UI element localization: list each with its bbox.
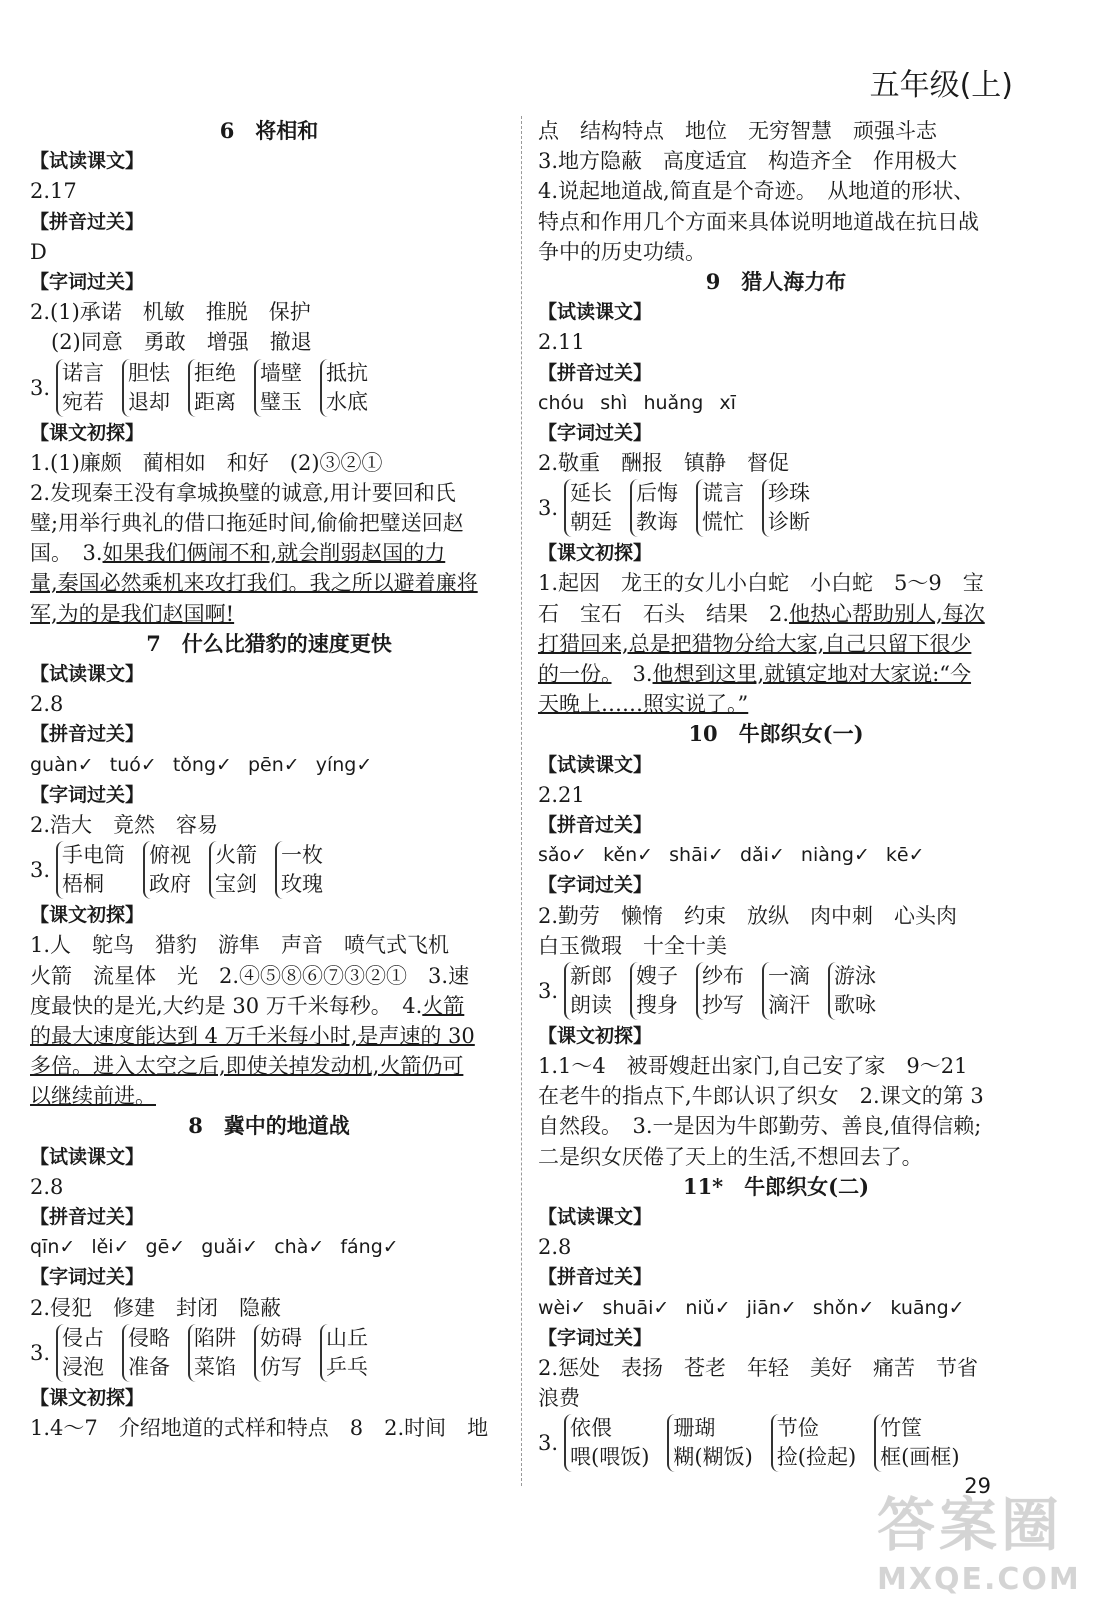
- word: 梧桐: [62, 872, 104, 897]
- word: 妨碍: [260, 1325, 302, 1350]
- word-pair: [564, 962, 612, 1020]
- column-divider: [521, 116, 522, 1486]
- answer-line: [30, 538, 508, 568]
- word: 教诲: [636, 510, 678, 535]
- lesson-title: 7 什么比猎豹的速度更快: [146, 630, 392, 656]
- section-heading: 【课文初探】: [30, 904, 145, 927]
- word: 一枚: [281, 843, 323, 868]
- word: 抄写: [702, 992, 744, 1017]
- answer-line: 2.侵犯 修建 封闭 隐蔽: [30, 1295, 282, 1320]
- word-pair: [630, 962, 678, 1020]
- word: 侵略: [128, 1325, 170, 1350]
- underlined-answer: 天晚上……照实说了。”: [538, 692, 749, 717]
- word: 依偎: [570, 1416, 612, 1441]
- pinyin-line: qīn✓ lěi✓ gē✓ guǎi✓ chà✓ fáng✓: [30, 1236, 399, 1259]
- word: 手电筒: [62, 843, 125, 868]
- group-number: 3.: [538, 496, 559, 521]
- word: 抵抗: [326, 360, 368, 385]
- word: 游泳: [834, 963, 876, 988]
- section-heading: 【拼音过关】: [30, 1206, 145, 1228]
- underlined-answer: 他想到这里,就镇定地对大家说:“今: [652, 662, 972, 686]
- answer-line: 2.11: [538, 330, 585, 355]
- word: 玫瑰: [281, 872, 323, 897]
- underlined-answer: 如果我们俩闹不和,就会削弱赵国的力: [102, 541, 446, 566]
- word-pair: [254, 1324, 302, 1382]
- answer-line: 1.(1)廉颇 蔺相如 和好 (2)③②①: [30, 450, 383, 475]
- answer-text: 度最快的是光,大约是 30 万千米每秒。 4.: [30, 993, 423, 1018]
- answer-text: 火箭 流星体 光 2.④⑤⑧⑥⑦③②① 3.速: [30, 963, 470, 988]
- answer-line: 白玉微瑕 十全十美: [538, 933, 727, 958]
- word-pair: [56, 1324, 104, 1382]
- answer-line: 2.浩大 竟然 容易: [30, 812, 219, 837]
- pinyin-line: wèi✓ shuāi✓ niǔ✓ jiān✓ shǒn✓ kuāng✓: [538, 1296, 965, 1319]
- word: 框(画框): [880, 1445, 960, 1470]
- section-heading: 【试读课文】: [30, 150, 145, 173]
- word: 胆怯: [128, 360, 170, 385]
- word: 珍珠: [768, 481, 810, 506]
- answer-line: [30, 1021, 508, 1051]
- word: 火箭: [215, 843, 257, 868]
- word-pair: [122, 1324, 170, 1382]
- word-pair: [320, 359, 368, 417]
- section-heading: 【试读课文】: [30, 663, 145, 685]
- answer-line: [538, 629, 1014, 659]
- word-pair: [762, 962, 810, 1020]
- word-group: [538, 1413, 1014, 1473]
- word: 搜身: [636, 992, 678, 1017]
- lesson-title: 11* 牛郎织女(二): [682, 1173, 870, 1199]
- word: 准备: [128, 1354, 170, 1379]
- grade-header: 五年级(上): [869, 68, 1013, 103]
- answer-line: 2.惩处 表扬 苍老 年轻 美好 痛苦 节省: [538, 1355, 979, 1380]
- word: 拒绝: [194, 360, 236, 385]
- word-pair: [564, 479, 612, 537]
- word: 嫂子: [636, 963, 678, 988]
- answer-line: 2.8: [30, 1174, 64, 1199]
- answer-line: [30, 599, 508, 629]
- word: 朗读: [570, 992, 612, 1017]
- underlined-answer: 以继续前进。: [30, 1084, 156, 1109]
- answer-line: 2.勤劳 懒惰 约束 放纵 肉中刺 心头肉: [538, 903, 958, 928]
- pinyin-line: guàn✓ tuó✓ tǒng✓ pēn✓ yíng✓: [30, 753, 373, 776]
- word-pair: [188, 359, 236, 417]
- answer-line: 1.起因 龙王的女儿小白蛇 小白蛇 5～9 宝: [538, 571, 984, 596]
- section-heading: 【试读课文】: [538, 1206, 653, 1228]
- word: 陷阱: [194, 1325, 236, 1350]
- word: 诺言: [62, 360, 104, 385]
- group-number: 3.: [30, 858, 51, 883]
- answer-text: 石 宝石 石头 结果 2.: [538, 601, 790, 626]
- word-pair: [564, 1414, 649, 1472]
- answer-line: (2)同意 勇敢 增强 撤退: [30, 330, 312, 355]
- word: 政府: [149, 872, 191, 897]
- section-heading: 【字词过关】: [538, 421, 653, 444]
- word: 诊断: [768, 510, 810, 535]
- word: 谎言: [702, 481, 744, 506]
- word: 喂(喂饭): [570, 1445, 650, 1470]
- watermark-logo: [877, 1478, 1081, 1597]
- group-number: 3.: [538, 978, 559, 1003]
- answer-line: 点 结构特点 地位 无穷智慧 顽强斗志: [538, 119, 937, 143]
- word: 侵占: [62, 1325, 104, 1350]
- answer-text: 3.: [611, 662, 653, 686]
- word-group: [30, 358, 508, 418]
- word: 山丘: [326, 1325, 368, 1350]
- word: 俯视: [149, 843, 191, 868]
- word: 菜馅: [194, 1354, 236, 1379]
- section-heading: 【课文初探】: [538, 1024, 653, 1047]
- answer-line: D: [30, 239, 47, 264]
- word-group: [30, 1323, 508, 1383]
- section-heading: 【字词过关】: [538, 874, 653, 897]
- word: 宝剑: [215, 872, 257, 897]
- answer-line: 二是织女厌倦了天上的生活,不想回去了。: [538, 1144, 923, 1169]
- word-pair: [630, 479, 678, 537]
- word-group: [538, 478, 1014, 538]
- word-pair: [188, 1324, 236, 1382]
- section-heading: 【拼音过关】: [538, 361, 653, 384]
- answer-line: 3.地方隐蔽 高度适宜 构造齐全 作用极大: [538, 149, 958, 174]
- section-heading: 【拼音过关】: [30, 210, 145, 233]
- word: 一滴: [768, 963, 810, 988]
- word: 后悔: [636, 481, 678, 506]
- answer-line: [538, 599, 1014, 629]
- word: 节俭: [776, 1416, 819, 1441]
- section-heading: 【试读课文】: [538, 301, 653, 324]
- section-heading: 【字词过关】: [30, 270, 145, 293]
- word-pair: [696, 962, 744, 1020]
- word: 歌咏: [834, 992, 876, 1017]
- word: 滴汗: [768, 992, 810, 1017]
- word-pair: [828, 962, 876, 1020]
- answer-line: [30, 1081, 508, 1111]
- word-pair: [874, 1414, 959, 1472]
- answer-line: 2.(1)承诺 机敏 推脱 保护: [30, 300, 311, 325]
- watermark-text: 答案圈: [877, 1491, 1064, 1559]
- underlined-answer: 他热心帮助别人,每次: [789, 601, 985, 626]
- lesson-title: 6 将相和: [219, 118, 319, 143]
- answer-line: 1.4～7 介绍地道的式样和特点 8 2.时间 地: [30, 1415, 489, 1440]
- answer-line: 在老牛的指点下,牛郎认识了织女 2.课文的第 3: [538, 1084, 984, 1109]
- word: 朝廷: [570, 510, 612, 535]
- section-heading: 【课文初探】: [538, 542, 653, 565]
- underlined-answer: 的最大速度能达到 4 万千米每小时,是声速的 30: [30, 1023, 475, 1048]
- pinyin-line: sǎo✓ kěn✓ shāi✓ dǎi✓ niàng✓ kē✓: [538, 844, 925, 867]
- underlined-answer: 军,为的是我们赵国啊!: [30, 601, 235, 626]
- word-pair: [696, 479, 744, 537]
- word: 退却: [128, 389, 170, 414]
- word-pair: [762, 479, 810, 537]
- word: 竹筐: [880, 1416, 923, 1441]
- left-column: [30, 116, 508, 1443]
- word: 墙壁: [260, 360, 302, 385]
- word-group: [30, 840, 508, 900]
- section-heading: 【试读课文】: [30, 1145, 145, 1168]
- lesson-title: 10 牛郎织女(一): [688, 721, 864, 747]
- section-heading: 【课文初探】: [30, 1386, 145, 1409]
- underlined-answer: 打猎回来,总是把猎物分给大家,自己只留下很少: [538, 631, 972, 656]
- underlined-answer: 火箭: [422, 993, 465, 1018]
- word-pair: [275, 841, 323, 899]
- answer-line: 1.人 鸵鸟 猎豹 游隼 声音 喷气式飞机: [30, 933, 450, 958]
- underlined-answer: 量,秦国必然乘机来攻打我们。我之所以避着廉将: [30, 571, 478, 596]
- word: 宛若: [62, 389, 104, 414]
- answer-line: 自然段。 3.一是因为牛郎勤劳、善良,值得信赖;: [538, 1114, 982, 1139]
- word-pair: [209, 841, 257, 899]
- answer-line: 2.21: [538, 782, 585, 807]
- answer-line: 2.敬重 酬报 镇静 督促: [538, 451, 790, 476]
- word: 璧玉: [260, 389, 302, 414]
- answer-line: [30, 991, 508, 1021]
- section-heading: 【试读课文】: [538, 753, 653, 776]
- right-column: [538, 116, 1014, 1473]
- answer-line: 2.8: [538, 1235, 572, 1260]
- word-pair: [254, 359, 302, 417]
- word-pair: [320, 1324, 368, 1382]
- word-pair: [143, 841, 191, 899]
- word: 乒乓: [326, 1354, 368, 1379]
- word: 仿写: [260, 1354, 302, 1379]
- answer-line: [30, 1051, 508, 1081]
- word-group: [538, 961, 1014, 1021]
- word: 距离: [194, 389, 236, 414]
- answer-line: 2.8: [30, 692, 64, 717]
- watermark-url: MXQE.COM: [877, 1562, 1081, 1597]
- group-number: 3.: [30, 1340, 51, 1365]
- answer-line: [30, 568, 508, 598]
- answer-line: [30, 961, 508, 991]
- word: 浸泡: [62, 1354, 104, 1379]
- group-number: 3.: [538, 1431, 559, 1456]
- word: 捡(捡起): [776, 1445, 857, 1470]
- answer-line: 浪费: [538, 1386, 580, 1411]
- word: 新郎: [570, 963, 612, 988]
- page-number: 29: [964, 1474, 991, 1498]
- section-heading: 【拼音过关】: [538, 1266, 653, 1289]
- answer-line: 4.说起地道战,简直是个奇迹。 从地道的形状、: [538, 179, 975, 204]
- answer-line: [538, 689, 1014, 719]
- answer-line: 2.17: [30, 179, 77, 204]
- underlined-answer: 多倍。进入太空之后,即使关掉发动机,火箭仍可: [30, 1054, 464, 1079]
- answer-line: 特点和作用几个方面来具体说明地道战在抗日战: [538, 209, 979, 234]
- answer-line: 2.发现秦王没有拿城换璧的诚意,用计要回和氏: [30, 480, 456, 505]
- word: 纱布: [702, 963, 744, 988]
- section-heading: 【字词过关】: [30, 783, 145, 806]
- answer-line: 争中的历史功绩。: [538, 239, 706, 264]
- answer-text: 国。 3.: [30, 541, 103, 566]
- lesson-title: 8 冀中的地道战: [188, 1113, 350, 1139]
- group-number: 3.: [30, 375, 51, 400]
- lesson-title: 9 猎人海力布: [705, 268, 847, 294]
- underlined-answer: 的一份。: [538, 662, 612, 686]
- word-pair: [56, 359, 104, 417]
- answer-line: 璧;用举行典礼的借口拖延时间,偷偷把璧送回赵: [30, 511, 464, 536]
- section-heading: 【拼音过关】: [30, 723, 145, 746]
- section-heading: 【课文初探】: [30, 421, 145, 444]
- word: 糊(糊饭): [673, 1445, 753, 1470]
- pinyin-line: chóu shì huǎng xī: [538, 391, 736, 414]
- word: 珊瑚: [673, 1416, 716, 1441]
- word: 水底: [326, 389, 368, 414]
- word-pair: [122, 359, 170, 417]
- word-pair: [771, 1414, 856, 1472]
- answer-line: [538, 659, 1014, 689]
- section-heading: 【拼音过关】: [538, 813, 653, 836]
- section-heading: 【字词过关】: [538, 1326, 653, 1349]
- word-pair: [56, 841, 125, 899]
- answer-line: 1.1～4 被哥嫂赶出家门,自己安了家 9～21: [538, 1054, 968, 1079]
- word-pair: [667, 1414, 752, 1472]
- word: 慌忙: [702, 510, 744, 535]
- word: 延长: [570, 481, 612, 506]
- section-heading: 【字词过关】: [30, 1266, 145, 1289]
